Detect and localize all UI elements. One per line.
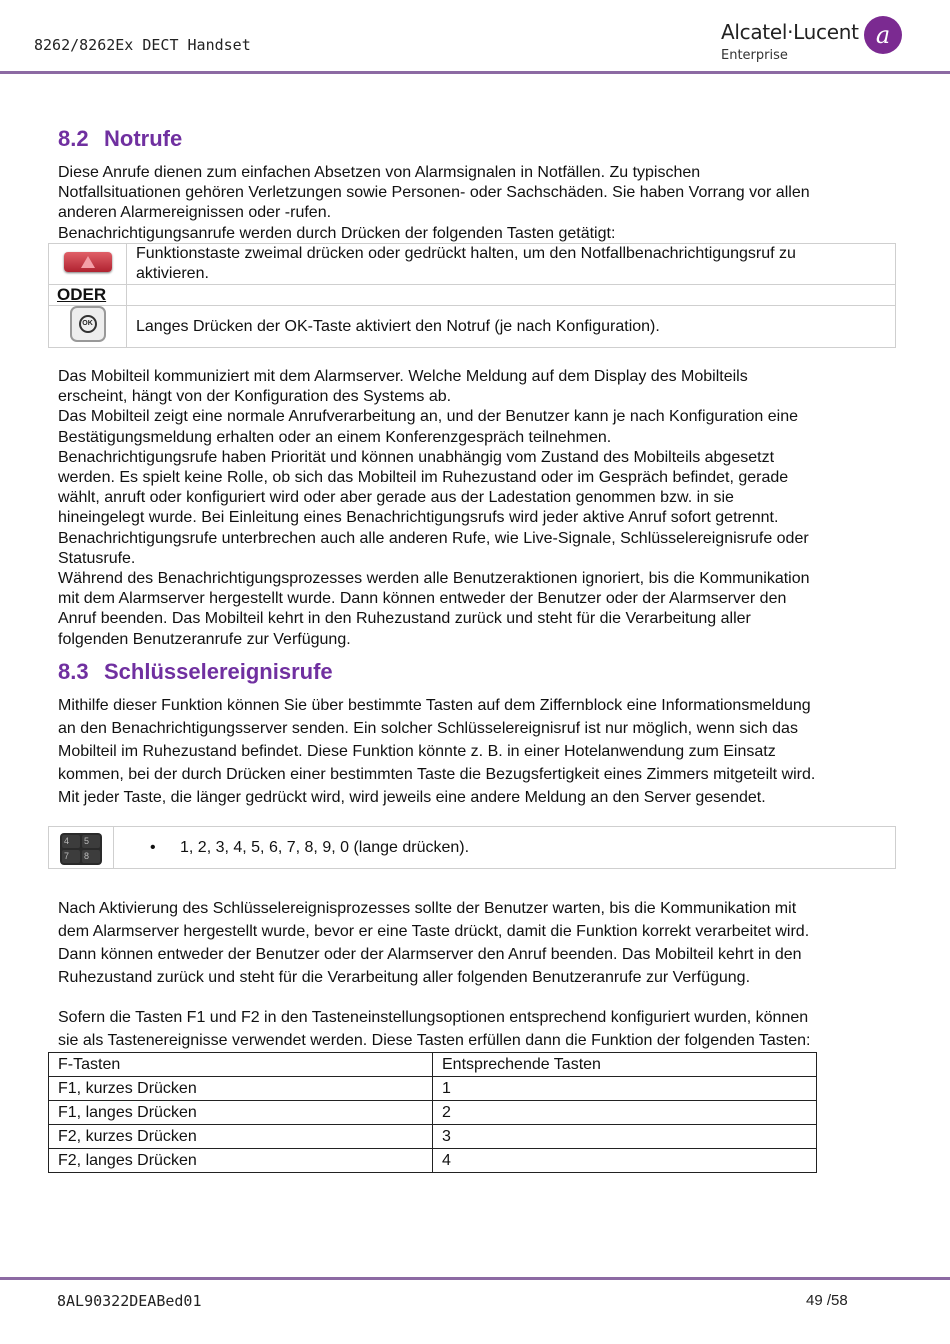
table-row	[49, 244, 896, 285]
text-line: Diese Anrufe dienen zum einfachen Absetzen von Alarmsignalen in Notfällen. Zu typischen	[58, 164, 701, 181]
table-header-row	[49, 1053, 817, 1077]
text-line: folgenden Benutzeranrufe zur Verfügung.	[58, 630, 351, 648]
brand-logo	[721, 14, 911, 66]
table-cell: F2, kurzes Drücken	[49, 1125, 433, 1149]
text-line: werden. Es spielt keine Rolle, ob sich das Mobilteil im Ruhezustand oder im Gespräch befindet, gerade	[58, 469, 789, 487]
paragraph-f-keys	[58, 1006, 898, 1052]
f-keys-table	[48, 1052, 817, 1173]
text-line: wählt, anruft oder konfiguriert wird oder aber gerade aus der Ladestation genommen bzw. in sie	[58, 489, 734, 507]
table-cell: F1, langes Drücken	[49, 1101, 433, 1125]
alarm-key-cell	[49, 244, 127, 285]
text-line: Benachrichtigungsrufe unterbrechen auch alle anderen Rufe, wie Live-Signale, Schlüsselereignisrufe oder	[58, 529, 809, 547]
or-label: ODER	[49, 285, 127, 306]
keypad-key: 4	[62, 835, 80, 848]
text-line: dem Alarmserver hergestellt wurde, bevor er eine Taste drückt, damit die Funktion korrekt verarbeitet wird.	[58, 923, 810, 940]
text-line: Statusrufe.	[58, 549, 136, 567]
text-line: Sofern die Tasten F1 und F2 in den Tasteneinstellungsoptionen entsprechend konfiguriert wurden, können	[58, 1009, 809, 1026]
section-number: 8.2	[58, 126, 89, 151]
section-number: 8.3	[58, 659, 89, 684]
ok-key-icon	[70, 306, 106, 342]
header-title: 8262/8262Ex DECT Handset	[34, 36, 251, 54]
keypad-keys-table	[48, 826, 896, 869]
text-line: Dann können entweder der Benutzer oder der Alarmserver den Anruf beenden. Das Mobilteil kehrt in den	[58, 946, 802, 963]
table-row	[49, 1125, 817, 1149]
table-row	[49, 285, 896, 306]
body-paragraphs-8-2	[58, 367, 898, 650]
footer-divider	[0, 1277, 950, 1280]
document-id: 8AL90322DEABed01	[57, 1292, 202, 1310]
text-line: Mithilfe dieser Funktion können Sie über bestimmte Tasten auf dem Ziffernblock eine Informationsmeldung	[58, 697, 811, 714]
brand-mark-icon: a	[864, 16, 902, 54]
empty-cell	[127, 285, 896, 306]
table-cell: F2, langes Drücken	[49, 1149, 433, 1173]
table-cell: F1, kurzes Drücken	[49, 1077, 433, 1101]
text-line: Mobilteil im Ruhezustand befindet. Diese Funktion könnte z. B. in einer Hotelanwendung zum Einsatz	[58, 743, 776, 760]
section-title: Schlüsselereignisrufe	[104, 659, 333, 684]
table-cell: 2	[433, 1101, 817, 1125]
table-row	[49, 1149, 817, 1173]
text-line: Bestätigungsmeldung erhalten oder an einem Konferenzgespräch teilnehmen.	[58, 428, 612, 446]
alarm-key-description	[127, 244, 896, 285]
table-row	[49, 1101, 817, 1125]
text-line: Mit jeder Taste, die länger gedrückt wird, wird jeweils eine andere Meldung an den Server gesendet.	[58, 789, 766, 806]
section-heading-8-3	[58, 659, 333, 685]
bullet-icon: •	[150, 838, 156, 856]
header-divider	[0, 71, 950, 74]
text-line: Notfallsituationen gehören Verletzungen sowie Personen- oder Sachschäden. Sie haben Vorrang vor allen	[58, 184, 810, 202]
text-line: erscheint, hängt von der Konfiguration des Systems ab.	[58, 388, 452, 406]
paragraph-activation	[58, 897, 898, 989]
ok-key-description: Langes Drücken der OK-Taste aktiviert den Notruf (je nach Konfiguration).	[127, 306, 896, 348]
text-line: mit dem Alarmserver hergestellt wurde. Dann können entweder der Benutzer oder der Alarmserver den	[58, 590, 787, 608]
intro-paragraph-8-2	[58, 163, 898, 244]
table-cell: 4	[433, 1149, 817, 1173]
intro-paragraph-8-3	[58, 694, 898, 809]
alarm-key-icon	[64, 252, 112, 272]
text-line: kommen, bei der durch Drücken einer bestimmten Taste die Bezugsfertigkeit eines Zimmers mitgeteilt wird.	[58, 766, 816, 783]
text-line: hineingelegt wurde. Bei Einleitung eines Benachrichtigungsrufs wird jeder aktive Anruf sofort getrennt.	[58, 509, 779, 527]
ok-key-cell	[49, 306, 127, 348]
table-row	[49, 306, 896, 348]
text-line: anderen Alarmereignissen oder -rufen.	[58, 204, 332, 222]
table-cell: 3	[433, 1125, 817, 1149]
table-header-cell: Entsprechende Tasten	[433, 1053, 817, 1077]
keypad-key: 7	[62, 850, 80, 863]
section-title: Notrufe	[104, 126, 183, 151]
text-line: Das Mobilteil kommuniziert mit dem Alarmserver. Welche Meldung auf dem Display des Mobilteils	[58, 368, 748, 385]
text-line: an den Benachrichtigungsserver senden. Ein solcher Schlüsselereignisruf ist nur möglich, wenn sich das	[58, 720, 798, 737]
text-line: Benachrichtigungsrufe haben Priorität und können unabhängig vom Zustand des Mobilteils abgesetzt	[58, 448, 775, 466]
text-line: Das Mobilteil zeigt eine normale Anrufverarbeitung an, und der Benutzer kann je nach Konfiguration eine	[58, 408, 799, 426]
keypad-description	[114, 827, 896, 869]
brand-subtitle: Enterprise	[721, 48, 788, 63]
text-line: Nach Aktivierung des Schlüsselereignisprozesses sollte der Benutzer warten, bis die Kommunikation mit	[58, 900, 797, 917]
keypad-key: 8	[82, 850, 100, 863]
page-number: 49 /58	[806, 1292, 848, 1309]
table-header-cell: F-Tasten	[49, 1053, 433, 1077]
text-line: sie als Tastenereignisse verwendet werden. Diese Tasten erfüllen dann die Funktion der folgenden Tasten:	[58, 1032, 811, 1049]
brand-name: Alcatel·Lucent	[721, 20, 859, 44]
text-line: Funktionstaste zweimal drücken oder gedrückt halten, um den Notfallbenachrichtigungsruf zu	[136, 245, 796, 262]
ok-key-label: OK	[79, 315, 97, 333]
text-line: Ruhezustand zurück und steht für die Verarbeitung aller folgenden Benutzeranrufe zur Verfügung.	[58, 969, 751, 986]
keypad-key: 5	[82, 835, 100, 848]
text-line: Anruf beenden. Das Mobilteil kehrt in den Ruhezustand zurück und steht für die Verarbeitung aller	[58, 610, 751, 628]
table-row	[49, 1077, 817, 1101]
keypad-cell	[49, 827, 114, 869]
text-line: aktivieren.	[136, 265, 209, 282]
table-row	[49, 827, 896, 869]
text-line: Während des Benachrichtigungsprozesses werden alle Benutzeraktionen ignoriert, bis die Kommunikation	[58, 570, 810, 588]
emergency-keys-table	[48, 243, 896, 348]
keypad-icon	[60, 833, 102, 865]
text-line: Benachrichtigungsanrufe werden durch Drücken der folgenden Tasten getätigt:	[58, 224, 616, 242]
table-cell: 1	[433, 1077, 817, 1101]
section-heading-8-2	[58, 126, 182, 152]
bullet-text: 1, 2, 3, 4, 5, 6, 7, 8, 9, 0 (lange drücken).	[180, 838, 470, 856]
